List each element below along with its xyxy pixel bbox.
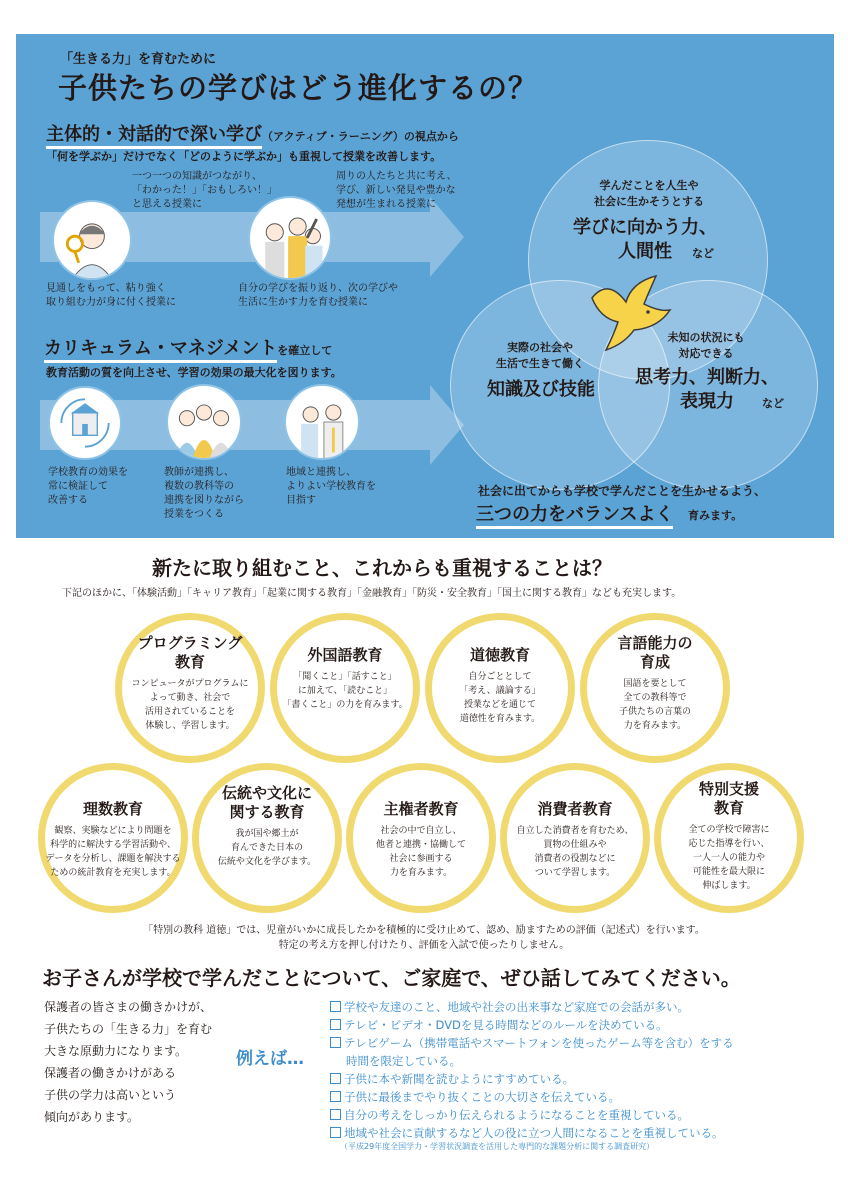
circle-body: コンピュータがプログラムに よって動き、社会で 活用されていることを 体験し、学習します。 [131,679,249,731]
circle-title: 言語能力の 育成 [617,634,693,671]
balance-emphasis: 三つの力をバランスよく [476,500,673,529]
circle-body: 観察、実験などにより問題を 科学的に解決する学習活動や、 データを分析し、課題を解決する ための統計教育を充実します。 [45,826,181,878]
venn-top-label [542,216,748,264]
checkbox-icon [330,1073,341,1084]
page-title: 子供たちの学びはどう進化するの？ [58,71,539,105]
initiatives-subtitle: 下記のほかに、「体験活動」「キャリア教育」「起業に関する教育」「金融教育」「防災・安全教育」「国土に関する教育」なども充実します。 [62,588,682,599]
home-left-text: 保護者の皆さまの働きかけが、 子供たちの「生きる力」を育む 大きな原動力になります。 保護者の働きかけがある 子供の学力は高いという 傾向があります。 [44,1000,213,1124]
venn-right-nado: など [762,397,784,410]
venn-top-sub: 学んだことを人生や 社会に生かそうとする [594,179,704,208]
circle-title: 理数教育 [82,800,143,818]
balance-line: 社会に出てからも学校で学んだことを生かせるよう、 [478,484,767,498]
venn-left-sub: 実際の社会や 生活で生きて働く [496,341,584,370]
curriculum-desc: 教育活動の質を向上させ、学習の効果の最大化を図ります。 [46,366,342,379]
moral-note-2: 特定の考え方を押し付けたり、評価を入試で使ったりしません。 [278,940,570,951]
circle-title: 道徳教育 [469,646,530,664]
initiatives-title: 新たに取り組むこと、これからも重視することは？ [152,556,612,580]
venn-right-sub: 未知の状況にも 対応できる [667,331,745,360]
deep-learning-heading [46,120,459,146]
checkbox-icon [330,1091,341,1102]
discussion-illustration [248,196,332,280]
curriculum-title-suffix: を確立して [277,344,333,357]
circle-title: 消費者教育 [537,800,613,818]
deep-learning-desc: 「何を学ぶか」だけでなく「どのように学ぶか」も重視して授業を改善します。 [46,150,442,163]
checkbox-icon [330,1109,341,1120]
checkbox-icon [330,1001,341,1012]
source-citation: （平成29年度全国学力・学習状況調査を活用した専門的な課題分析に関する調査研究） [340,1142,655,1151]
circle-title: 伝統や文化に 関する教育 [221,784,312,821]
venn-right-label [612,366,802,414]
checklist-item: 自分の考えをしっかり伝えられるようになることを重視している。 [330,1107,689,1123]
checkbox-icon [330,1019,341,1030]
circle-title: 主権者教育 [383,800,459,818]
circle-language-ability [580,613,730,763]
caption-reflection: 自分の学びを振り返り、次の学びや 生活に生かす力を育む授業に [238,283,398,308]
teachers-illustration [166,384,242,460]
venn-top-nado: など [692,247,714,260]
venn-left-big: 知識及び技能 [487,379,595,400]
checklist-item: 地域や社会に貢献するなど人の役に立つ人間になることを重視している。 [330,1125,724,1141]
curriculum-heading [44,334,332,360]
checklist-item: 学校や友達のこと、地域や社会の出来事など家庭での会話が多い。 [330,999,689,1015]
circle-tradition-culture [192,763,342,913]
circle-programming [115,613,265,763]
caption-perseverance: 見通しをもって、粘り強く 取り組む力が身に付く授業に [46,283,176,308]
caption-collaboration: 周りの人たちと共に考え、 学び、新しい発見や豊かな 発想が生まれる授業に [336,171,457,210]
circle-science-math [38,763,188,913]
circle-sovereign [346,763,496,913]
checklist-item: テレビゲーム（携帯電話やスマートフォンを使ったゲーム等を含む）をする [330,1035,734,1051]
home-title: お子さんが学校で学んだことについて、ご家庭で、ぜひ話してみてください。 [42,966,741,990]
checkbox-icon [330,1037,341,1048]
checklist-continuation: 時間を限定している。 [346,1054,461,1068]
circle-moral [425,613,575,763]
magnifier-girl-illustration [52,200,132,280]
circle-title: プログラミング 教育 [137,634,243,671]
eyebrow-text: 「生きる力」を育むために [60,52,217,67]
circle-consumer [500,763,650,913]
circle-foreign-language [270,613,420,763]
curriculum-title: カリキュラム・マネジメント [44,338,277,363]
venn-top-big: 学びに向かう力、 人間性 [573,217,717,262]
example-label: 例えば… [236,1049,304,1069]
circle-body: 我が国や郷土が 育んできた日本の 伝統や文化を学びます。 [217,829,317,867]
caption-teacher-link: 教師が連携し、 複数の教科等の 連携を図りながら 授業をつくる [164,467,244,520]
caption-verify: 学校教育の効果を 常に検証して 改善する [48,467,128,506]
balance-suffix: 育みます。 [688,509,743,522]
venn-right-big: 思考力、判断力、 表現力 [635,367,779,412]
checklist-item: 子供に本や新聞を読むようにすすめている。 [330,1071,574,1087]
caption-community: 地域と連携し、 よりよい学校教育を 目指す [286,467,376,506]
community-illustration [284,384,360,460]
circle-title: 外国語教育 [307,646,383,664]
deep-learning-title-suffix: （アクティブ・ラーニング）の視点から [262,130,459,143]
checklist-item: 子供に最後までやり抜くことの大切さを伝えている。 [330,1089,620,1105]
circle-body: 「聞くこと」「話すこと」 に加えて、「読むこと」 「書くこと」の力を育みます。 [282,672,408,710]
checkbox-icon [330,1127,341,1138]
circle-body: 国語を要として 全ての教科等で 子供たちの言葉の 力を育みます。 [618,679,691,731]
school-cycle-illustration [48,386,122,460]
circle-special-support [654,763,804,913]
circle-body: 自立した消費者を育むため、 買物の仕組みや 消費者の役割などに ついて学習します。 [516,826,634,878]
circle-body: 自分ごととして 「考え、議論する」 授業などを通じて 道徳性を育みます。 [459,672,541,724]
circle-body: 社会の中で自立し、 他者と連携・協働して 社会に参画する 力を育みます。 [375,826,466,878]
deep-learning-title: 主体的・対話的で深い学び [46,124,262,149]
moral-note-1: 「特別の教科 道徳」では、児童がいかに成長したかを積極的に受け止めて、認め、励ますための評価（記述式）を行います。 [143,925,705,936]
caption-knowledge: 一つ一つの知識がつながり、 「わかった！」「おもしろい！」 と思える授業に [132,171,277,210]
circle-body: 全ての学校で障害に 応じた指導を行い、 一人一人の能力や 可能性を最大限に 伸ばします。 [688,825,770,891]
bird-icon [586,268,672,354]
checklist-item: テレビ・ビデオ・DVDを見る時間などのルールを決めている。 [330,1017,668,1033]
circle-title: 特別支援 教育 [698,780,759,817]
